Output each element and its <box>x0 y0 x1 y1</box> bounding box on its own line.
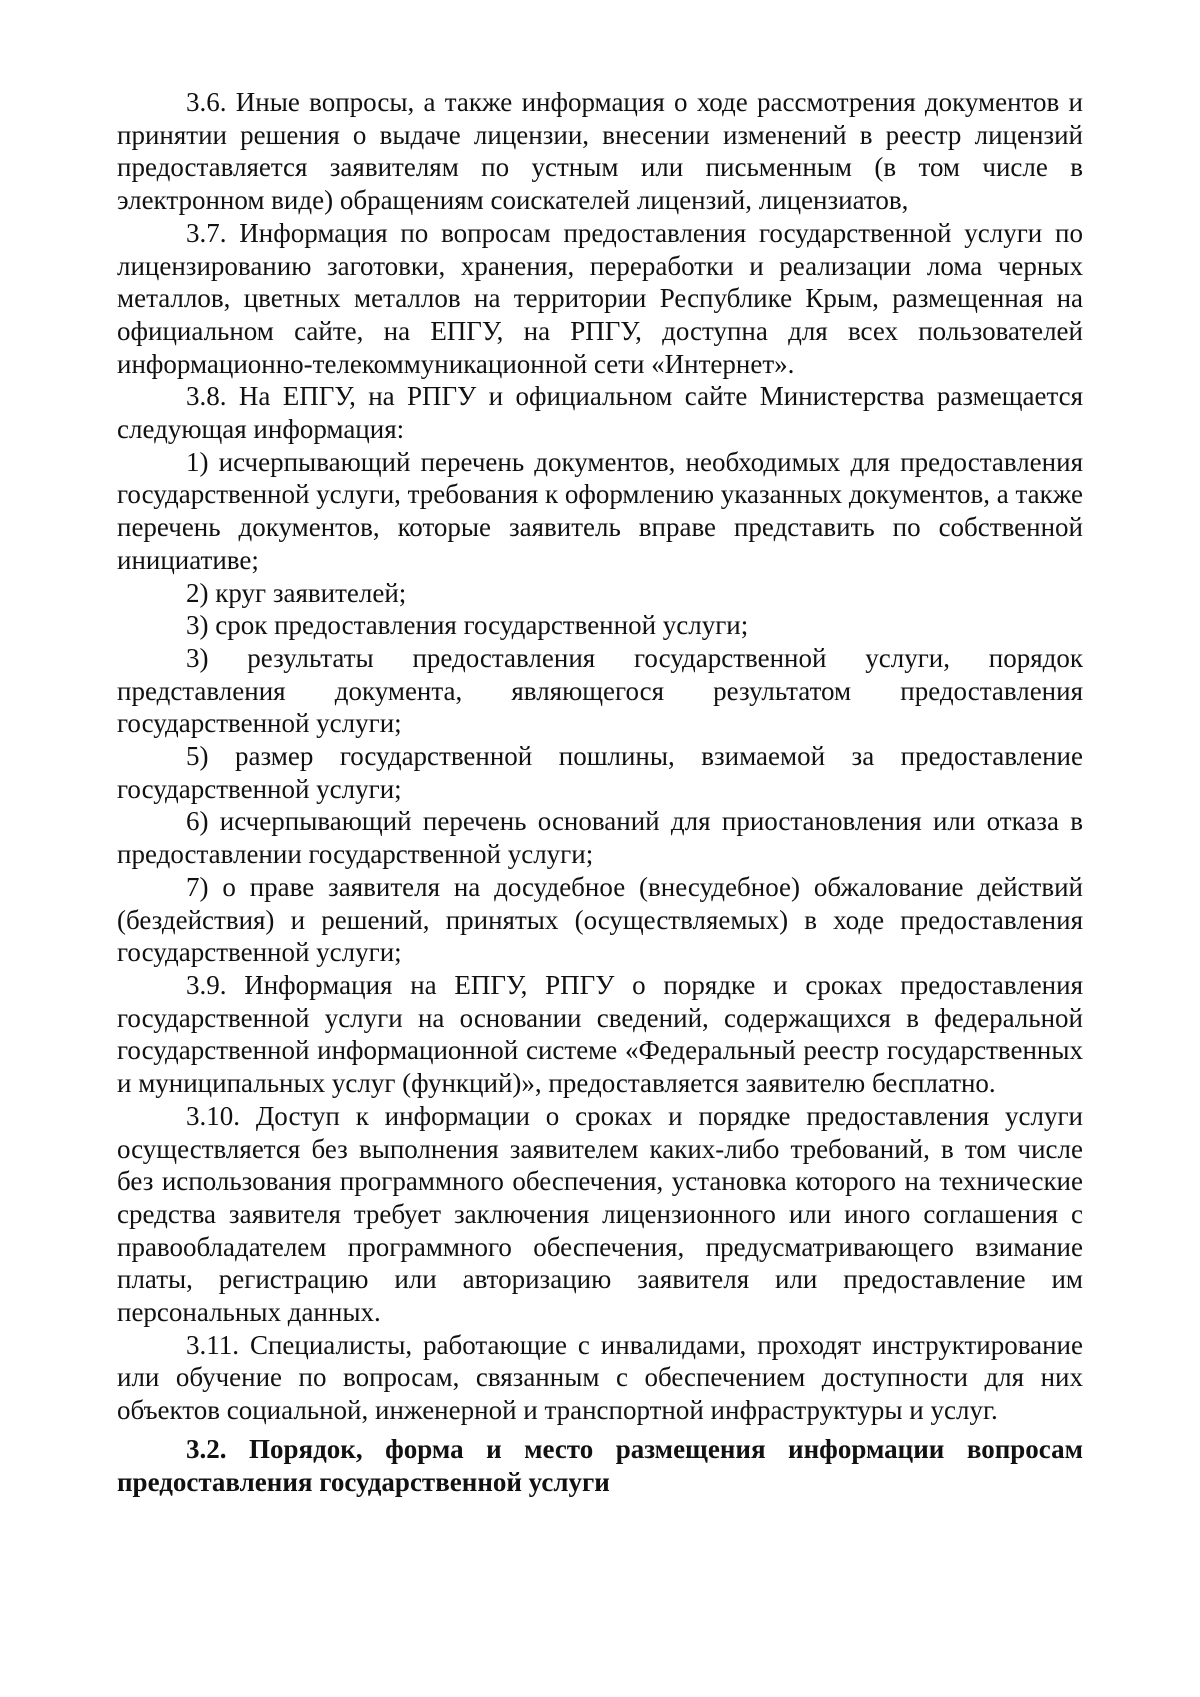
paragraph-3-11: 3.11. Специалисты, работающие с инвалидами, проходят инструктирование или обучение по вопросам, связанным с обеспечением доступности для них объектов социальной, инженерной и транспортной инфраструктуры и услуг. <box>117 1329 1083 1426</box>
list-item-6: 6) исчерпывающий перечень оснований для приостановления или отказа в предоставлении государственной услуги; <box>117 806 1083 870</box>
list-item-5: 5) размер государственной пошлины, взимаемой за предоставление государственной услуги; <box>117 741 1083 804</box>
list-item-3: 3) срок предоставления государственной услуги; <box>186 610 749 641</box>
paragraph-3-7: 3.7. Информация по вопросам предоставления государственной услуги по лицензированию заготовки, хранения, переработки и реализации лома черных металлов, цветных металлов на территории Республике Крым, размещенная на официальном сайте, на ЕПГУ, на РПГУ, доступна для всех пользователей информационно-телекоммуникационной сети «Интернет». <box>117 217 1083 379</box>
paragraph-3-10: 3.10. Доступ к информации о сроках и порядке предоставления услуги осуществляется без выполнения заявителем каких-либо требований, в том числе без использования программного обеспечения, установка которого на технические средства заявителя требует заключения лицензионного или иного соглашения с правообладателем программного обеспечения, предусматривающего взимание платы, регистрацию или авторизацию заявителя или предоставление им персональных данных. <box>117 1100 1083 1328</box>
document-page <box>117 86 1083 1498</box>
list-item-1: 1) исчерпывающий перечень документов, необходимых для предоставления государственной услуги, требования к оформлению указанных документов, а также перечень документов, которые заявитель вправе представить по собственной инициативе; <box>117 446 1083 575</box>
paragraph-3-9: 3.9. Информация на ЕПГУ, РПГУ о порядке и сроках предоставления государственной услуги на основании сведений, содержащихся в федеральной государственной информационной системе «Федеральный реестр государственных и муниципальных услуг (функций)», предоставляется заявителю бесплатно. <box>117 969 1083 1099</box>
list-item-2: 2) круг заявителей; <box>186 577 407 608</box>
paragraph-3-8: 3.8. На ЕПГУ, на РПГУ и официальном сайте Министерства размещается следующая информация: <box>117 381 1083 445</box>
list-item-4: 3) результаты предоставления государственной услуги, порядок представления документа, являющегося результатом предоставления государственной услуги; <box>117 642 1083 739</box>
list-item-7: 7) о праве заявителя на досудебное (внесудебное) обжалование действий (бездействия) и решений, принятых (осуществляемых) в ходе предоставления государственной услуги; <box>117 871 1083 968</box>
section-heading: 3.2. Порядок, форма и место размещения информации вопросам предоставления государственной услуги <box>117 1433 1083 1497</box>
paragraph-3-6: 3.6. Иные вопросы, а также информация о ходе рассмотрения документов и принятии решения о выдаче лицензии, внесении изменений в реестр лицензий предоставляется заявителям по устным или письменным (в том числе в электронном виде) обращениям соискателей лицензий, лицензиатов, <box>117 87 1083 216</box>
